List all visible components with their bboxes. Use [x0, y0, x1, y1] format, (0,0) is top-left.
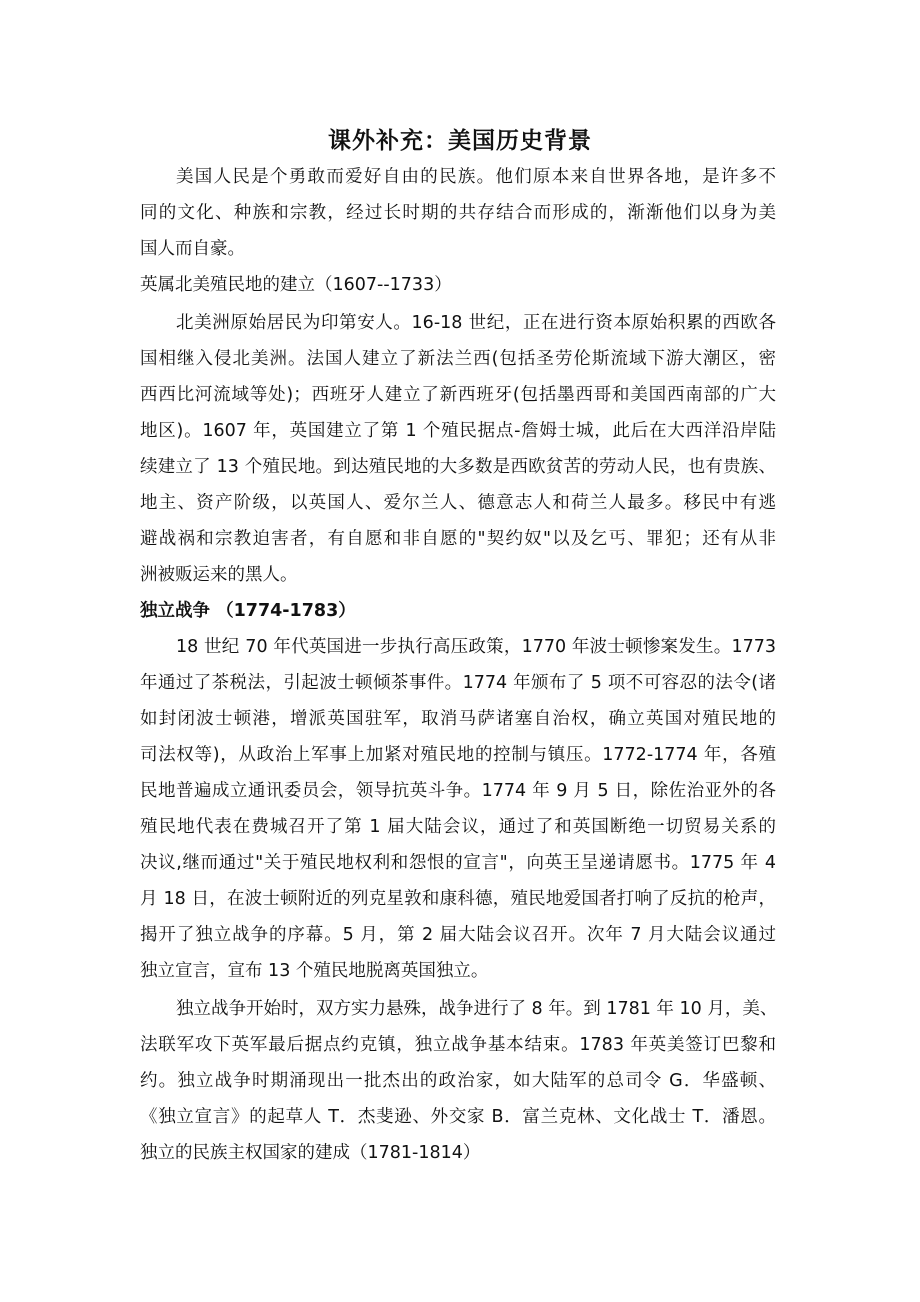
text-line: 殖民地代表在费城召开了第 1 届大陆会议，通过了和英国断绝一切贸易关系的 — [140, 817, 776, 837]
text-line: 国人而自豪。 — [140, 239, 245, 259]
text-line: 地主、资产阶级，以英国人、爱尔兰人、德意志人和荷兰人最多。移民中有逃 — [140, 493, 776, 513]
section-heading-war: 独立战争 （1774-1783） — [140, 601, 356, 621]
text-line: 同的文化、种族和宗教，经过长时期的共存结合而形成的，渐渐他们以身为美 — [140, 203, 776, 223]
text-line: 月 18 日，在波士顿附近的列克星敦和康科德，殖民地爱国者打响了反抗的枪声， — [140, 889, 776, 909]
text-line: 国相继入侵北美洲。法国人建立了新法兰西(包括圣劳伦斯流域下游大潮区，密 — [140, 349, 776, 369]
text-line: 独立宣言，宣布 13 个殖民地脱离英国独立。 — [140, 961, 489, 981]
text-line: 独立战争开始时，双方实力悬殊，战争进行了 8 年。到 1781 年 10 月，美、 — [176, 999, 778, 1019]
text-line: 北美洲原始居民为印第安人。16-18 世纪，正在进行资本原始积累的西欧各 — [176, 313, 776, 333]
text-line: 18 世纪 70 年代英国进一步执行高压政策，1770 年波士顿惨案发生。1773 — [176, 637, 776, 657]
text-line: 决议,继而通过"关于殖民地权利和怨恨的宣言"，向英王呈递请愿书。1775 年 4 — [140, 853, 776, 873]
text-line: 西西比河流域等处)；西班牙人建立了新西班牙(包括墨西哥和美国西南部的广大 — [140, 385, 776, 405]
text-line: 如封闭波士顿港，增派英国驻军，取消马萨诸塞自治权，确立英国对殖民地的 — [140, 709, 776, 729]
text-line: 约。独立战争时期涌现出一批杰出的政治家，如大陆军的总司令 G．华盛顿、 — [140, 1071, 776, 1091]
section-heading-nation: 独立的民族主权国家的建成（1781-1814） — [140, 1143, 481, 1163]
text-line: 司法权等)，从政治上军事上加紧对殖民地的控制与镇压。1772-1774 年，各殖 — [140, 745, 776, 765]
text-line: 揭开了独立战争的序幕。5 月，第 2 届大陆会议召开。次年 7 月大陆会议通过 — [140, 925, 776, 945]
text-line: 地区)。1607 年，英国建立了第 1 个殖民据点-詹姆士城，此后在大西洋沿岸陆 — [140, 421, 776, 441]
text-line: 续建立了 13 个殖民地。到达殖民地的大多数是西欧贫苦的劳动人民，也有贵族、 — [140, 457, 776, 477]
text-line: 法联军攻下英军最后据点约克镇，独立战争基本结束。1783 年英美签订巴黎和 — [140, 1035, 776, 1055]
document-title: 课外补充：美国历史背景 — [328, 128, 592, 154]
text-line: 避战祸和宗教迫害者，有自愿和非自愿的"契约奴"以及乞丐、罪犯；还有从非 — [140, 529, 776, 549]
section-heading-colonies: 英属北美殖民地的建立（1607--1733） — [140, 275, 452, 295]
text-line: 《独立宣言》的起草人 T．杰斐逊、外交家 B．富兰克林、文化战士 T．潘恩。 — [140, 1107, 776, 1127]
text-line: 民地普遍成立通讯委员会，领导抗英斗争。1774 年 9 月 5 日，除佐治亚外的各 — [140, 781, 776, 801]
text-line: 洲被贩运来的黑人。 — [140, 565, 298, 585]
text-line: 美国人民是个勇敢而爱好自由的民族。他们原本来自世界各地，是许多不 — [176, 167, 776, 187]
text-line: 年通过了茶税法，引起波士顿倾茶事件。1774 年颁布了 5 项不可容忍的法令(诸 — [140, 673, 776, 693]
